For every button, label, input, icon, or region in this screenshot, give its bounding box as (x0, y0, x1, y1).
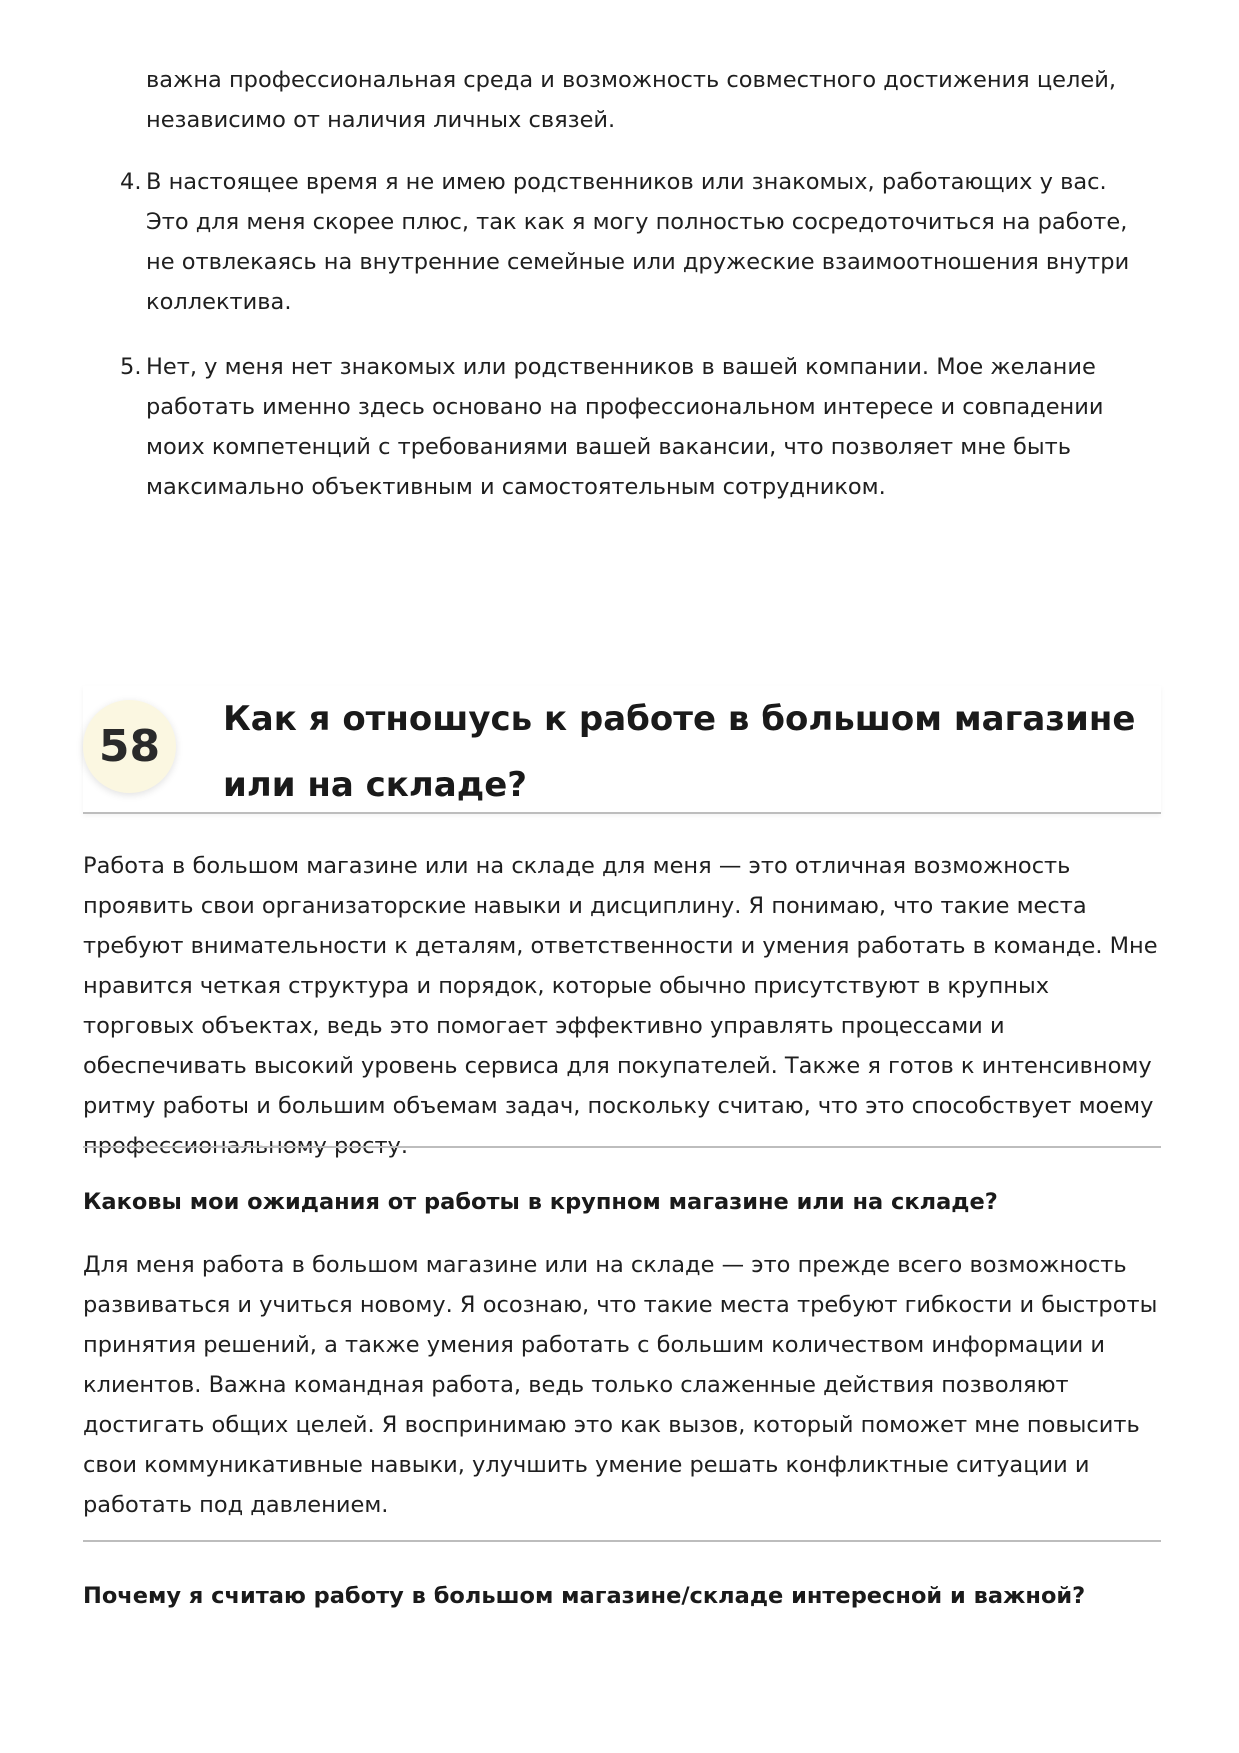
subsection-paragraph: Для меня работа в большом магазине или на складе — это прежде всего возможность развиваться и учиться новому. Я осознаю, что такие места требуют гибкости и быстроты принятия решений, а также умения работать с большим количеством информации и клиентов. Важна командная работа, ведь только слаженные действия позволяют достигать общих целей. Я воспринимаю это как вызов, который поможет мне повысить свои коммуникативные навыки, улучшить умение решать конфликтные ситуации и работать под давлением. (83, 1252, 1158, 1518)
numbered-list (110, 162, 1150, 532)
list-item-text: Нет, у меня нет знакомых или родственников в вашей компании. Мое желание работать именно здесь основано на профессиональном интересе и совпадении моих компетенций с требованиями вашей вакансии, что позволяет мне быть максимально объективным и самостоятельным сотрудником. (146, 354, 1104, 500)
section-header (83, 686, 1161, 814)
divider (83, 1146, 1161, 1148)
continuation-paragraph: важна профессиональная среда и возможность совместного достижения целей, независимо от наличия личных связей. (146, 67, 1117, 133)
subsection-heading: Почему я считаю работу в большом магазине/складе интересной и важной? (83, 1583, 1086, 1609)
subsection-heading: Каковы мои ожидания от работы в крупном магазине или на складе? (83, 1189, 998, 1215)
list-item-number: 4. (120, 169, 142, 195)
section-title: Как я отношусь к работе в большом магазине или на складе? (223, 699, 1136, 805)
list-item (110, 162, 1150, 322)
list-item (110, 347, 1150, 507)
section-intro-paragraph: Работа в большом магазине или на складе для меня — это отличная возможность проявить свои организаторские навыки и дисциплину. Я понимаю, что такие места требуют внимательности к деталям, ответственности и умения работать в команде. Мне нравится четкая структура и порядок, которые обычно присутствуют в крупных торговых объектах, ведь это помогает эффективно управлять процессами и обеспечивать высокий уровень сервиса для покупателей. Также я готов к интенсивному ритму работы и большим объемам задач, поскольку считаю, что это способствует моему профессиональному росту. (83, 853, 1158, 1159)
section-number-badge: 58 (83, 700, 176, 793)
list-item-text: В настоящее время я не имею родственников или знакомых, работающих у вас. Это для меня скорее плюс, так как я могу полностью сосредоточиться на работе, не отвлекаясь на внутренние семейные или дружеские взаимоотношения внутри коллектива. (146, 169, 1130, 315)
list-item-number: 5. (120, 354, 142, 380)
divider (83, 1540, 1161, 1542)
